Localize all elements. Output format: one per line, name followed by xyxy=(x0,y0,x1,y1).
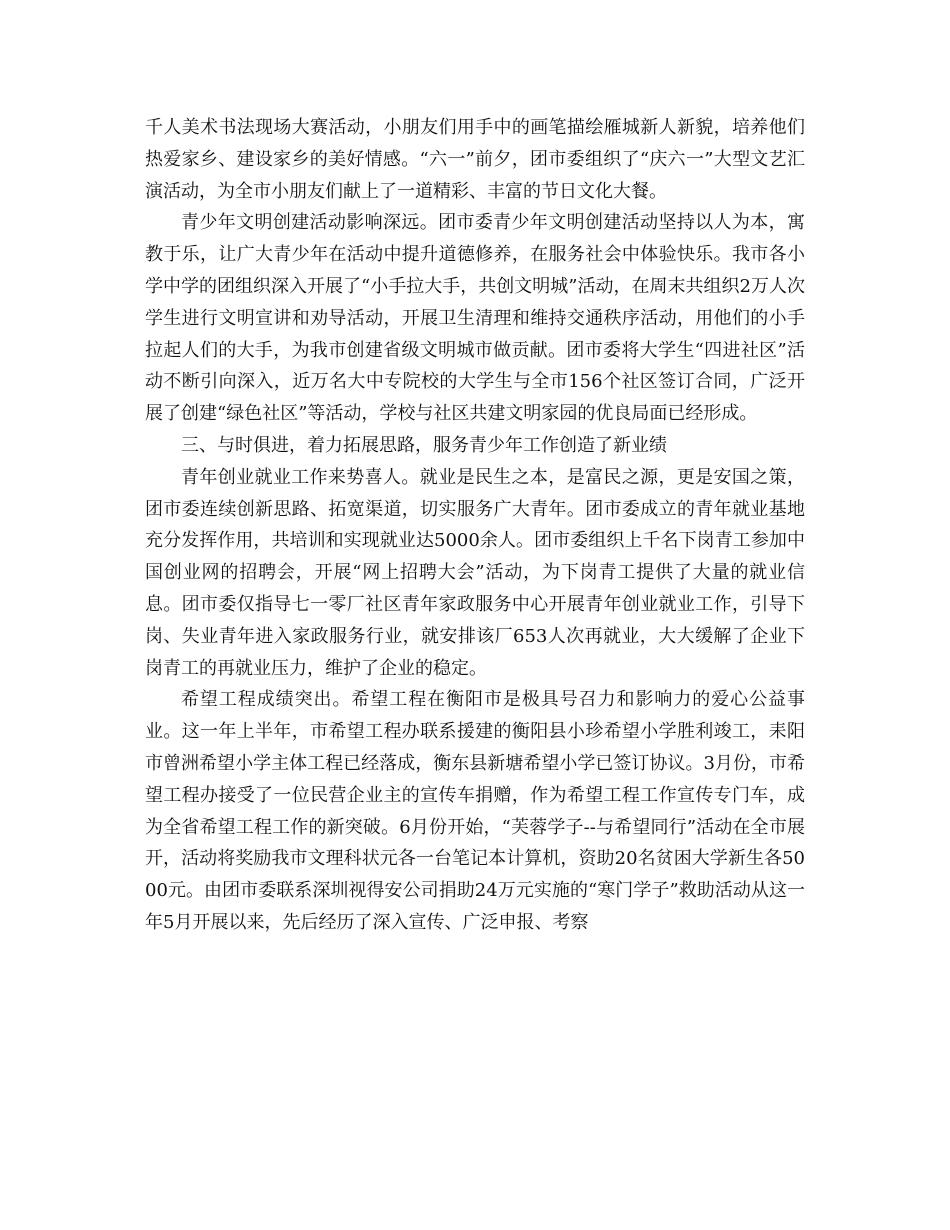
paragraph-youth-employment: 青年创业就业工作来势喜人。就业是民生之本，是富民之源，更是安国之策，团市委连续创新思路、拓宽渠道，切实服务广大青年。团市委成立的青年就业基地充分发挥作用，共培训和实现就业达5000余人。团市委组织上千名下岗青工参加中国创业网的招聘会，开展“网上招聘大会”活动，为下岗青工提供了大量的就业信息。团市委仅指导七一零厂社区青年家政服务中心开展青年创业就业工作，引导下岗、失业青年进入家政服务行业，就安排该厂653人次再就业，大大缓解了企业下岗青工的再就业压力，维护了企业的稳定。 xyxy=(145,466,805,679)
paragraph-youth-civilization: 青少年文明创建活动影响深远。团市委青少年文明创建活动坚持以人为本，寓教于乐，让广大青少年在活动中提升道德修养，在服务社会中体验快乐。我市各小学中学的团组织深入开展了“小手拉大手，共创文明城”活动，在周末共组织2万人次学生进行文明宣讲和劝导活动，开展卫生清理和维持交通秩序活动，用他们的小手拉起人们的大手，为我市创建省级文明城市做贡献。团市委将大学生“四进社区”活动不断引向深入，近万名大中专院校的大学生与全市156个社区签订合同，广泛开展了创建“绿色社区”等活动，学校与社区共建文明家园的优良局面已经形成。 xyxy=(145,212,805,425)
paragraph-hope-project: 希望工程成绩突出。希望工程在衡阳市是极具号召力和影响力的爱心公益事业。这一年上半年，市希望工程办联系援建的衡阳县小珍希望小学胜利竣工，耒阳市曾洲希望小学主体工程已经落成，衡东县新塘希望小学已签订协议。3月份，市希望工程办接受了一位民营企业主的宣传车捐赠，作为希望工程工作宣传专门车，成为全省希望工程工作的新突破。6月份开始，“芙蓉学子--与希望同行”活动在全市展开，活动将奖励我市文理科状元各一台笔记本计算机，资助20名贫困大学新生各5000元。由团市委联系深圳视得安公司捐助24万元实施的“寒门学子”救助活动从这一年5月开展以来，先后经历了深入宣传、广泛申报、考察 xyxy=(145,689,805,933)
section-heading-three: 三、与时俱进，着力拓展思路，服务青少年工作创造了新业绩 xyxy=(181,434,667,456)
paragraph-continuation: 千人美术书法现场大赛活动，小朋友们用手中的画笔描绘雁城新人新貌，培养他们热爱家乡、建设家乡的美好情感。“六一”前夕，团市委组织了“庆六一”大型文艺汇演活动，为全市小朋友们献上了一道精彩、丰富的节日文化大餐。 xyxy=(145,117,805,202)
document-body xyxy=(145,112,805,939)
